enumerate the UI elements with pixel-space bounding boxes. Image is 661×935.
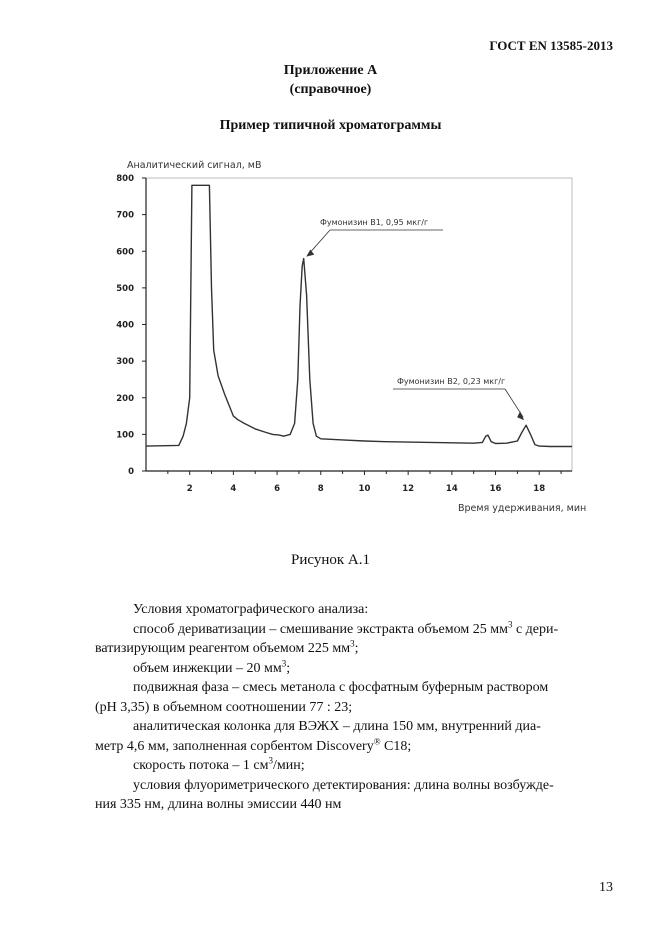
flow-rate: скорость потока – 1 $см^3$/мин;: [133, 755, 305, 773]
annotation-label-b2: Фумонизин В2, 0,23 мкг/г: [397, 377, 506, 386]
y-tick-label: 400: [116, 320, 134, 331]
page-number: 13: [599, 880, 613, 895]
x-tick-label: 18: [533, 484, 546, 494]
injection-volume: объем инжекции – 20 $мм^3$;: [133, 657, 291, 676]
column-1: аналитическая колонка для ВЭЖХ – длина 150 мм, внутренний диа-: [133, 719, 541, 734]
annotation-leader-b1: [308, 230, 330, 255]
derivatization-line: способ дериватизации – смешивание экстракта объемом 25 $мм^3$ с дери-: [133, 618, 559, 637]
x-tick-label: 12: [402, 484, 415, 494]
x-tick-label: 14: [445, 484, 458, 494]
figure-caption: Рисунок А.1: [291, 552, 370, 568]
appendix-type: (справочное): [289, 82, 372, 97]
detection-2: ния 335 нм, длина волны эмиссии 440 нм: [95, 797, 342, 812]
x-tick-label: 10: [358, 484, 371, 494]
y-tick-label: 0: [128, 467, 134, 477]
y-tick-label: 700: [116, 210, 134, 221]
y-axis-title: Аналитический сигнал, мВ: [127, 160, 262, 171]
column-2: метр 4,6 мм, заполненная сорбентом Discovery® C18;: [95, 735, 412, 754]
appendix-title: Приложение А: [283, 63, 378, 78]
annotation-label-b1: Фумонизин В1, 0,95 мкг/г: [320, 218, 429, 227]
y-tick-label: 100: [116, 430, 134, 441]
figure-title: Пример типичной хроматограммы: [219, 118, 442, 133]
x-tick-label: 4: [230, 484, 237, 494]
x-tick-label: 2: [186, 484, 193, 494]
chart-axes: [127, 160, 586, 514]
y-tick-label: 200: [116, 393, 134, 404]
x-tick-label: 6: [274, 484, 281, 494]
derivatization-line-2: ватизирующим реагентом объемом 225 $мм^3$;: [95, 638, 359, 656]
annotation-arrow-b1: [306, 250, 314, 257]
detection-1: условия флуориметрического детектирования: длина волны возбужде-: [133, 777, 554, 793]
x-axis-title: Время удерживания, мин: [458, 503, 587, 514]
y-tick-label: 800: [116, 174, 134, 184]
standard-header: ГОСТ EN 13585-2013: [489, 38, 613, 53]
mobile-phase-1: подвижная фаза – смесь метанола с фосфатным буферным раствором: [133, 680, 549, 695]
conditions-intro: Условия хроматографического анализа:: [133, 602, 369, 617]
chart-annotations: [306, 218, 524, 420]
x-tick-label: 16: [489, 484, 502, 494]
y-tick-label: 500: [116, 283, 134, 294]
x-tick-label: 8: [317, 484, 324, 494]
y-tick-label: 600: [116, 247, 134, 258]
mobile-phase-2: (рН 3,35) в объемном соотношении 77 : 23;: [95, 699, 353, 715]
y-tick-label: 300: [116, 357, 134, 368]
annotation-arrow-b2: [517, 411, 524, 420]
analysis-conditions: [95, 600, 615, 815]
